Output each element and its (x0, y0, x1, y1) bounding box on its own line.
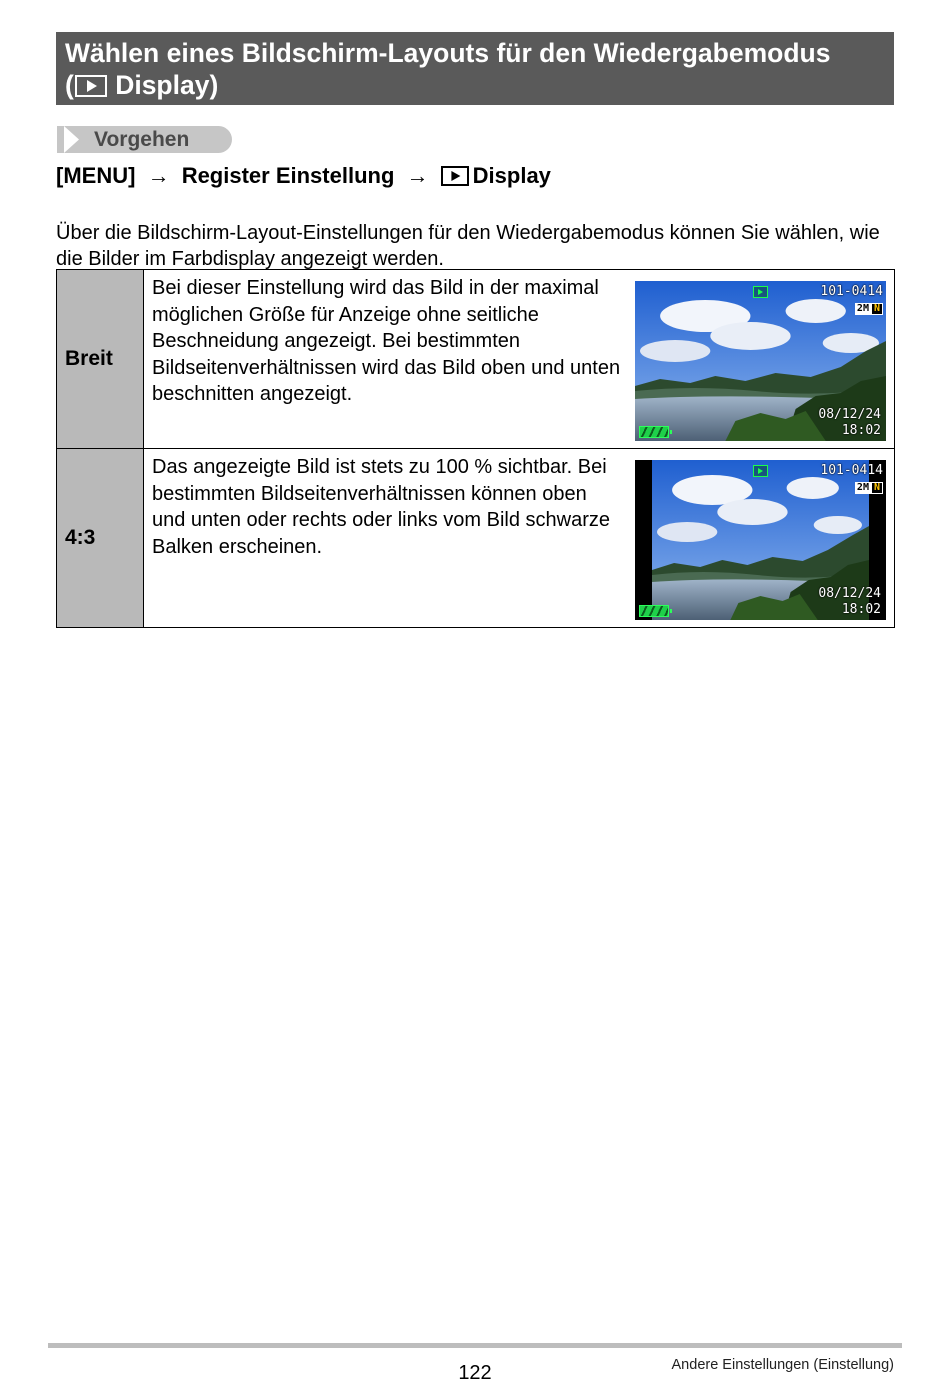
battery-icon (639, 426, 669, 438)
battery-icon (639, 605, 669, 617)
page-title-line2-text: Display) (107, 70, 219, 100)
image-size: 2M (856, 303, 869, 314)
page-title-open-paren: ( (65, 70, 74, 100)
intro-paragraph: Über die Bildschirm-Layout-Einstellungen für den Wiedergabemodus können Sie wählen, wie die Bilder im Farbdisplay angezeigt werden. (56, 222, 880, 270)
page-number: 122 (458, 1362, 492, 1384)
menu-path-step1: [MENU] (56, 163, 136, 188)
footer-divider (48, 1343, 902, 1348)
option-description: Bei dieser Einstellung wird das Bild in der maximal möglichen Größe für Anzeige ohne seitliche Beschneidung angezeigt. Bei bestimmten Bildseitenverhältnissen wird das Bild oben und unten beschnitten angezeigt. (152, 277, 621, 405)
table-row (57, 449, 895, 628)
recording-time: 18:02 (841, 423, 881, 438)
page-title (56, 32, 894, 105)
quality-indicator: N (871, 482, 883, 494)
quality-indicator: N (871, 303, 883, 315)
playback-indicator-icon (753, 286, 768, 298)
lcd-screen-preview (635, 460, 886, 620)
recording-date: 08/12/24 (818, 586, 881, 601)
image-size: 2M (856, 482, 869, 493)
recording-date: 08/12/24 (818, 407, 881, 422)
image-size-indicator (855, 303, 883, 315)
playback-icon (441, 166, 469, 186)
right-arrow-icon: → (147, 163, 170, 188)
procedure-marker-icon (57, 126, 83, 153)
procedure-label-text: Vorgehen (94, 128, 190, 151)
table-row (57, 270, 895, 449)
option-name: Breit (57, 270, 144, 449)
page-title-line2 (65, 69, 886, 101)
playback-icon (75, 75, 107, 97)
file-number: 101-0414 (820, 284, 883, 299)
image-size-indicator (855, 482, 883, 494)
lcd-screen-preview (635, 281, 886, 441)
footer-section-name: Andere Einstellungen (Einstellung) (671, 1357, 894, 1373)
menu-path-step3: Display (472, 163, 551, 188)
option-description-cell (144, 449, 895, 628)
right-arrow-icon: → (406, 163, 429, 188)
settings-table (56, 269, 895, 628)
page-title-line1: Wählen eines Bildschirm-Layouts für den Wiedergabemodus (65, 38, 831, 68)
option-name: 4:3 (57, 449, 144, 628)
option-description: Das angezeigte Bild ist stets zu 100 % sichtbar. Bei bestimmten Bildseitenverhältnissen können oben und unten oder rechts oder links vom Bild schwarze Balken erscheinen. (152, 456, 611, 558)
menu-path-step2: Register Einstellung (181, 163, 395, 188)
menu-path (56, 161, 551, 191)
file-number: 101-0414 (820, 463, 883, 478)
playback-indicator-icon (753, 465, 768, 477)
option-description-cell (144, 270, 895, 449)
recording-time: 18:02 (841, 602, 881, 617)
procedure-label (57, 126, 232, 153)
